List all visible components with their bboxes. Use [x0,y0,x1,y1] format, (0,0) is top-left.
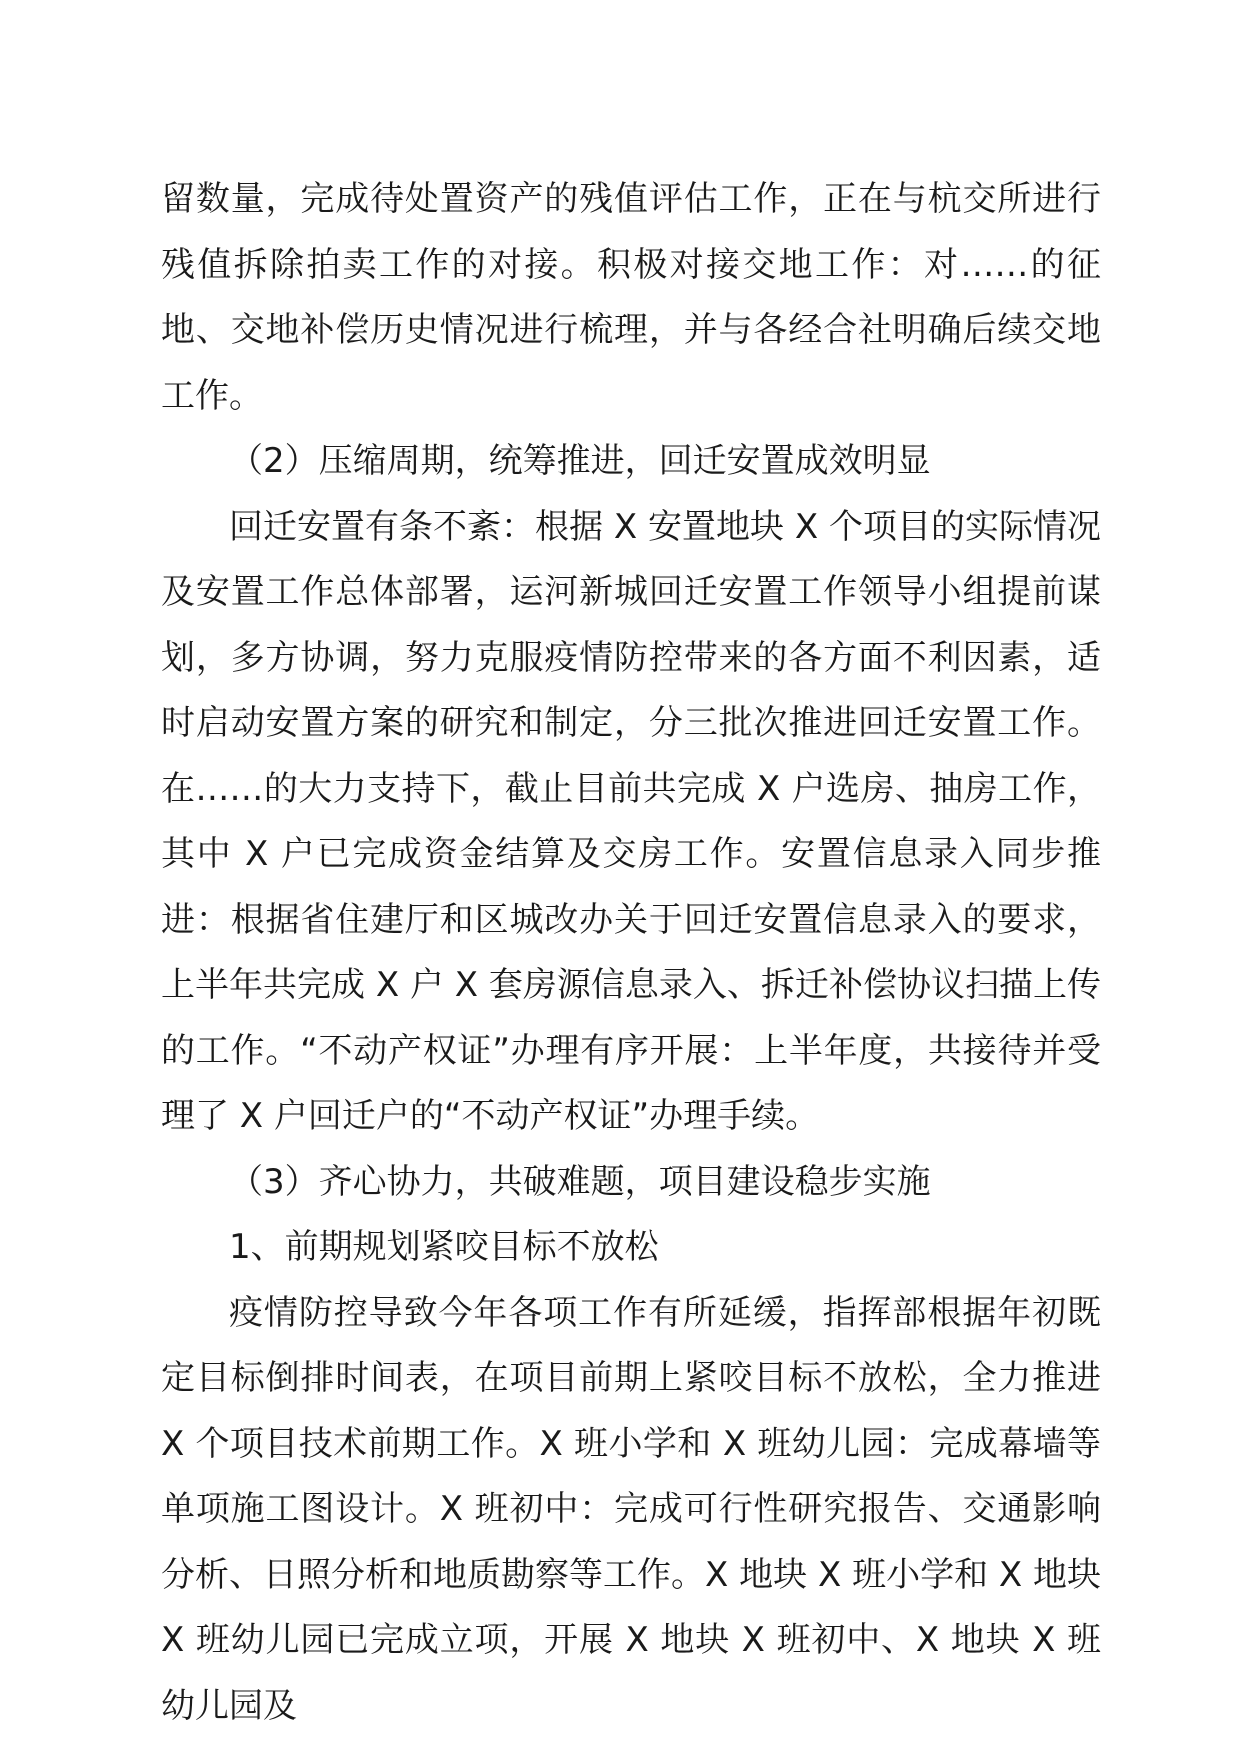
document-body [161,167,1101,1739]
body-paragraph-2: 回迁安置有条不紊：根据 X 安置地块 X 个项目的实际情况及安置工作总体部署，运河新城回迁安置工作领导小组提前谋划，多方协调，努力克服疫情防控带来的各方面不利因素，适时启动安置方案的研究和制定，分三批次推进回迁安置工作。在……的大力支持下，截止目前共完成 X 户选房、抽房工作，其中 X 户已完成资金结算及交房工作。安置信息录入同步推进：根据省住建厅和区城改办关于回迁安置信息录入的要求，上半年共完成 X 户 X 套房源信息录入、拆迁补偿协议扫描上传的工作。“不动产权证”办理有序开展：上半年度，共接待并受理了 X 户回迁户的“不动产权证”办理手续。 [161,506,1101,1136]
body-paragraph-1: 留数量，完成待处置资产的残值评估工作，正在与杭交所进行残值拆除拍卖工作的对接。积极对接交地工作：对……的征地、交地补偿历史情况进行梳理，并与各经合社明确后续交地工作。 [161,179,1101,416]
section-heading-2: （2）压缩周期，统筹推进，回迁安置成效明显 [229,441,931,481]
body-paragraph-3: 疫情防控导致今年各项工作有所延缓，指挥部根据年初既定目标倒排时间表，在项目前期上紧咬目标不放松，全力推进 X 个项目技术前期工作。X 班小学和 X 班幼儿园：完成幕墙等单项施工图设计。X 班初中：完成可行性研究报告、交通影响分析、日照分析和地质勘察等工作。X 地块 X 班小学和 X 地块 X 班幼儿园已完成立项，开展 X 地块 X 班初中、X 地块 X 班幼儿园及 [161,1292,1101,1726]
section-heading-3: （3）齐心协力，共破难题，项目建设稳步实施 [229,1161,931,1202]
subsection-heading-1: 1、前期规划紧咬目标不放松 [229,1227,659,1267]
